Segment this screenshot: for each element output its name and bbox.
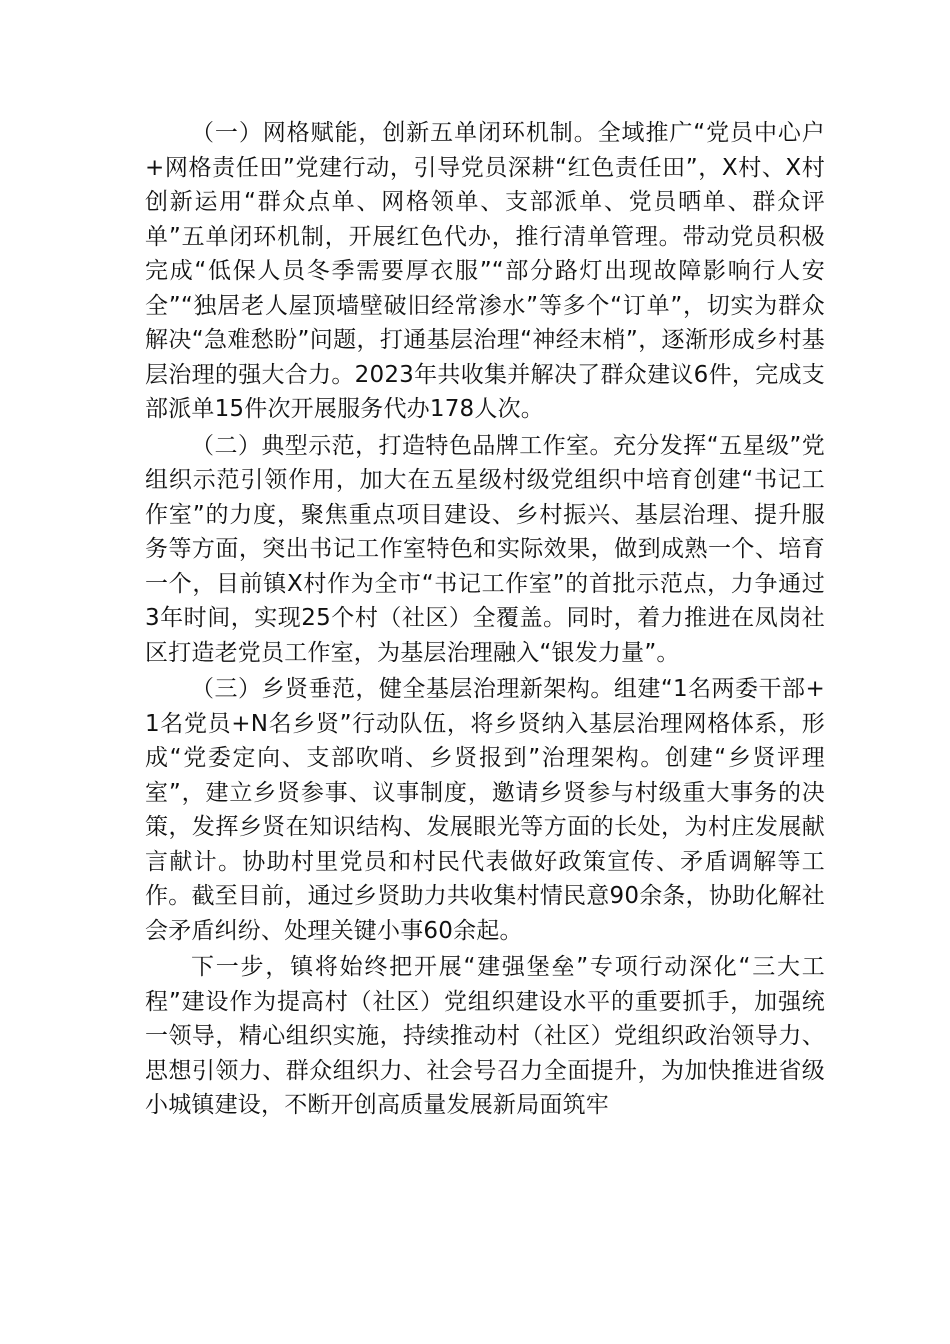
paragraph-typical-demonstration: （二）典型示范，打造特色品牌工作室。充分发挥“五星级”党组织示范引领作用，加大在五星级村级党组织中培育创建“书记工作室”的力度，聚焦重点项目建设、乡村振兴、基层治理、提升服务等方面，突出书记工作室特色和实际效果，做到成熟一个、培育一个，目前镇X村作为全市“书记工作室”的首批示范点，力争通过3年时间，实现25个村（社区）全覆盖。同时，着力推进在凤岗社区打造老党员工作室，为基层治理融入“银发力量”。 [145,432,825,666]
document-body [145,116,825,1123]
paragraph-next-steps: 下一步，镇将始终把开展“建强堡垒”专项行动深化“三大工程”建设作为提高村（社区）党组织建设水平的重要抓手，加强统一领导，精心组织实施，持续推动村（社区）党组织政治领导力、思想引领力、群众组织力、社会号召力全面提升，为加快推进省级小城镇建设，不断开创高质量发展新局面筑牢 [145,954,825,1118]
paragraph-village-sages: （三）乡贤垂范，健全基层治理新架构。组建“1名两委干部+1名党员+N名乡贤”行动队伍，将乡贤纳入基层治理网格体系，形成“党委定向、支部吹哨、乡贤报到”治理架构。创建“乡贤评理室”，建立乡贤参事、议事制度，邀请乡贤参与村级重大事务的决策，发挥乡贤在知识结构、发展眼光等方面的长处，为村庄发展献言献计。协助村里党员和村民代表做好政策宣传、矛盾调解等工作。截至目前，通过乡贤助力共收集村情民意90余条，协助化解社会矛盾纠纷、处理关键小事60余起。 [145,676,825,944]
paragraph-grid-empowerment: （一）网格赋能，创新五单闭环机制。全域推广“党员中心户+网格责任田”党建行动，引导党员深耕“红色责任田”，X村、X村创新运用“群众点单、网格领单、支部派单、党员晒单、群众评单”五单闭环机制，开展红色代办，推行清单管理。带动党员积极完成“低保人员冬季需要厚衣服”“部分路灯出现故障影响行人安全”“独居老人屋顶墙壁破旧经常渗水”等多个“订单”，切实为群众解决“急难愁盼”问题，打通基层治理“神经末梢”，逐渐形成乡村基层治理的强大合力。2023年共收集并解决了群众建议6件，完成支部派单15件次开展服务代办178人次。 [145,120,825,422]
